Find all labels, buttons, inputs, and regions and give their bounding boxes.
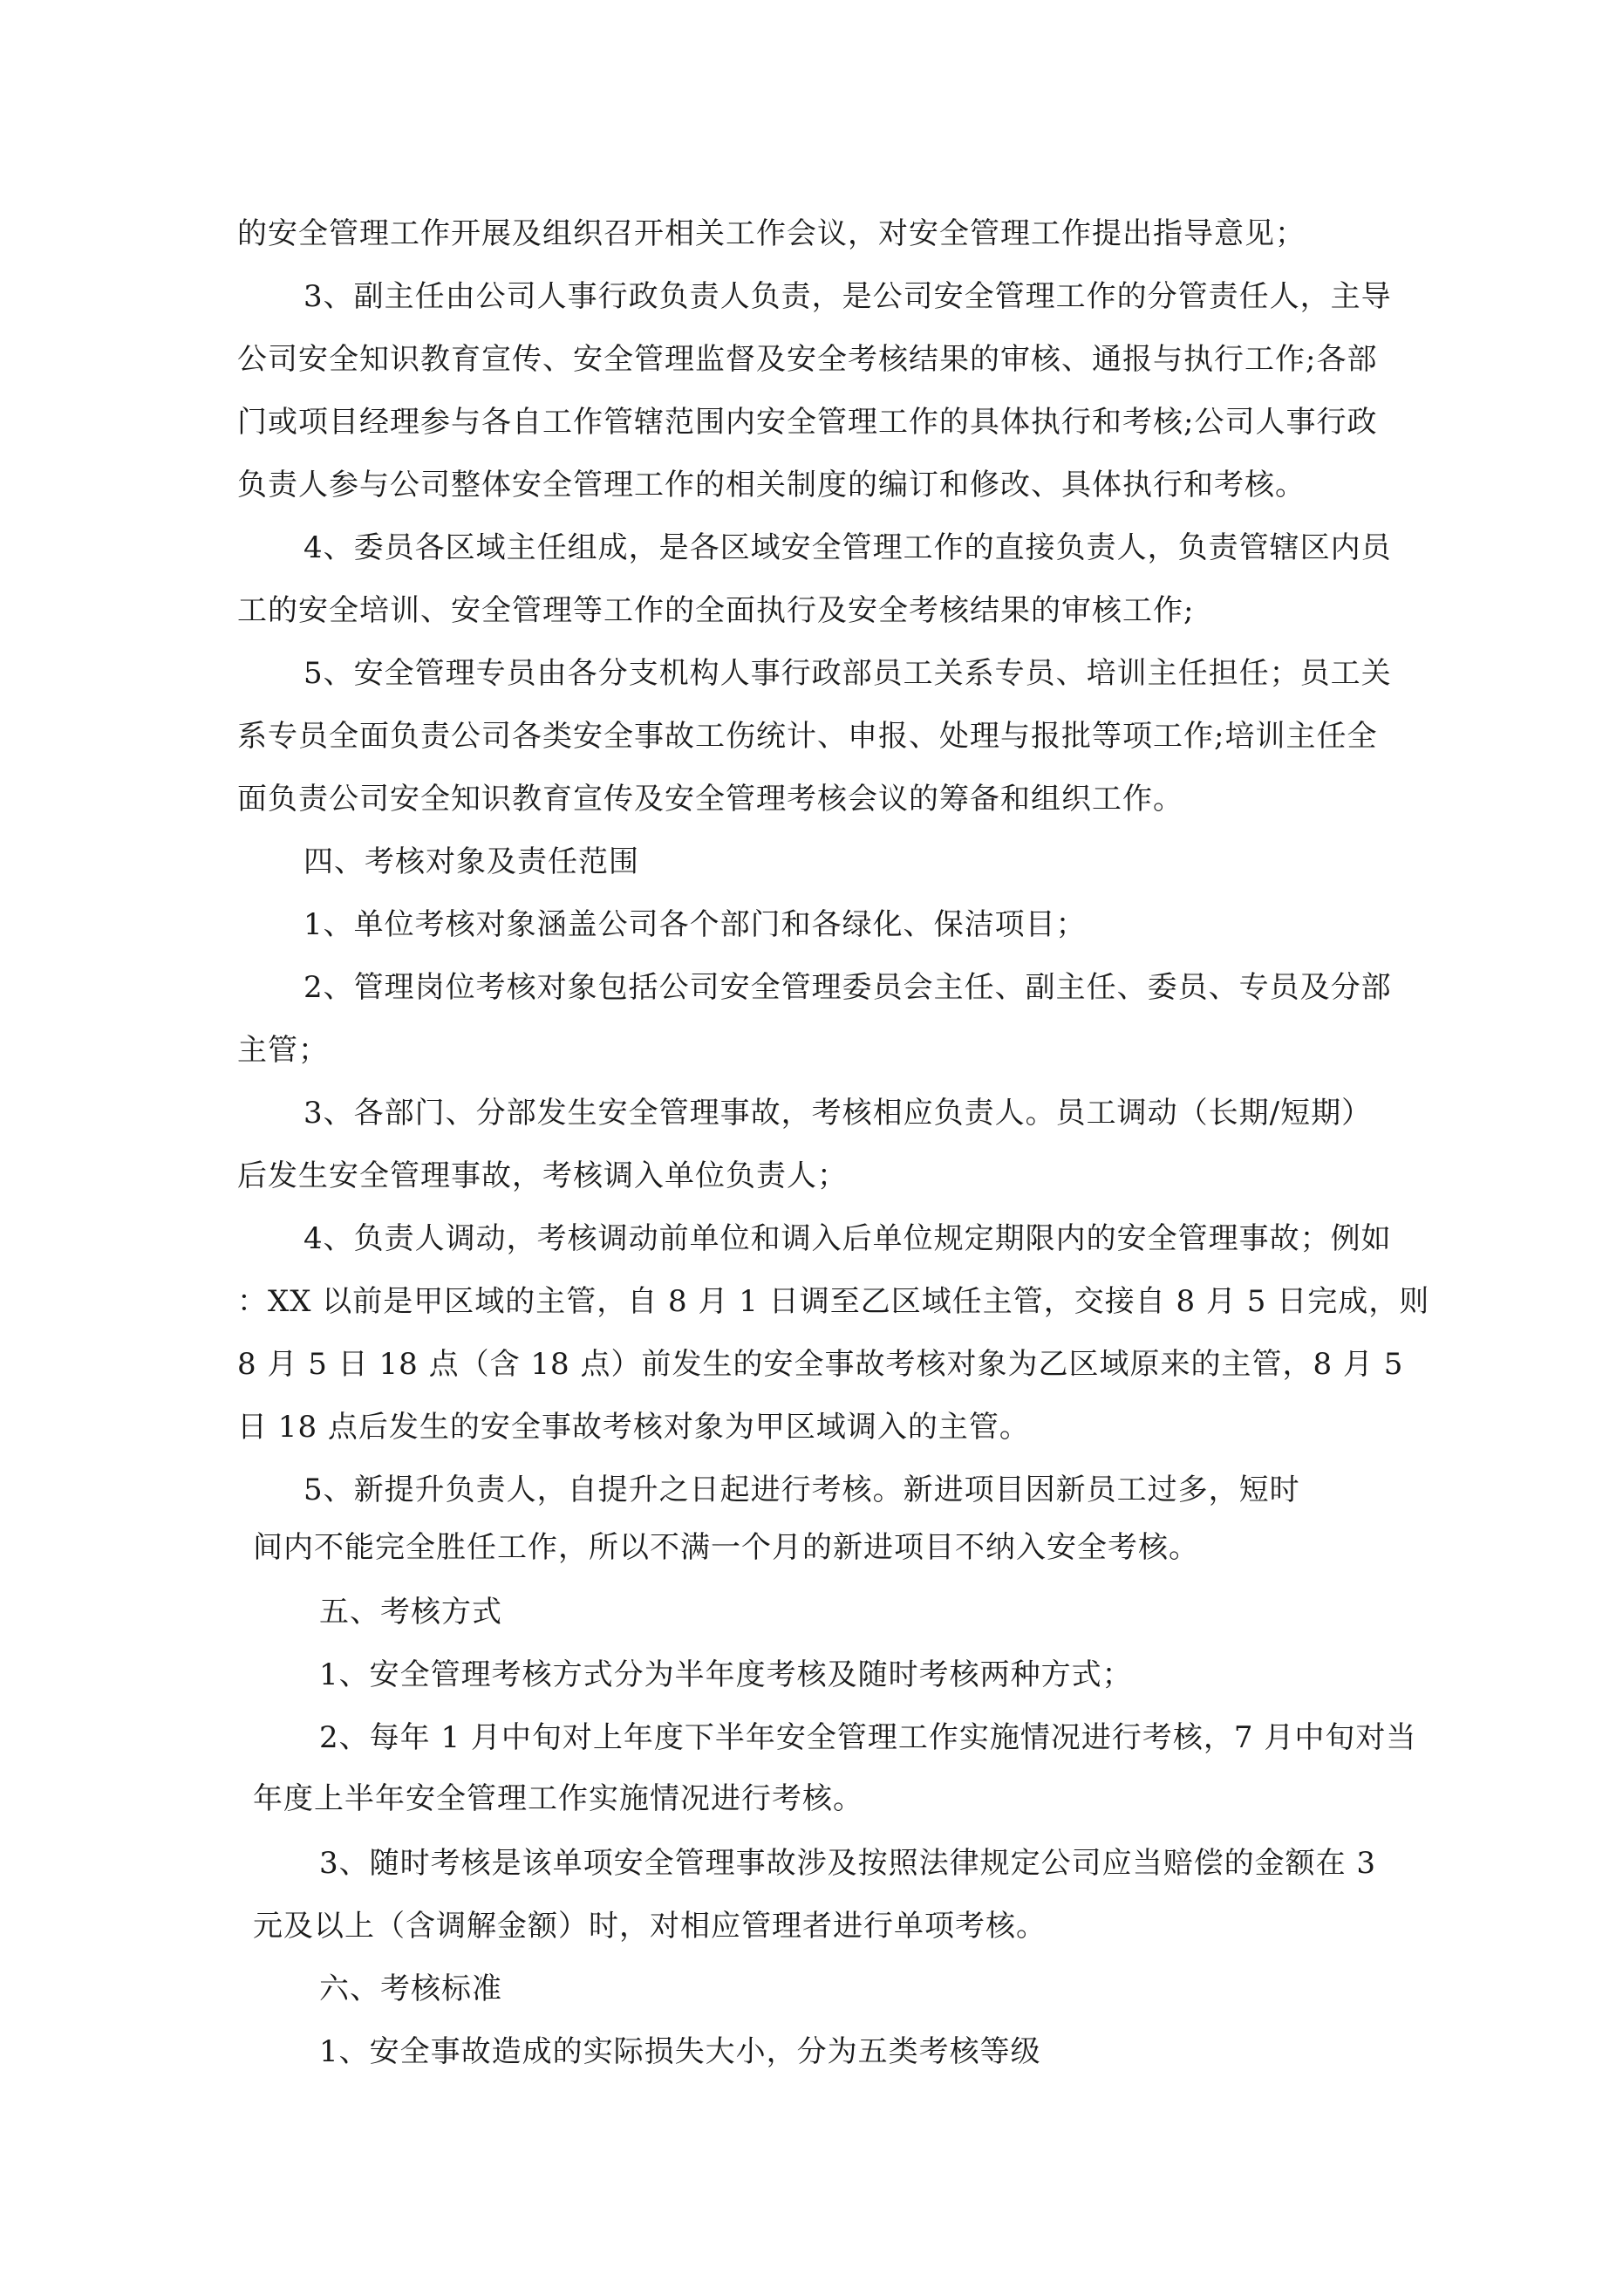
paragraph-line: 2、每年 1 月中旬对上年度下半年安全管理工作实施情况进行考核，7 月中旬对当 xyxy=(319,1720,1417,1755)
paragraph-line: 主管； xyxy=(237,1033,329,1068)
paragraph-line: 5、新提升负责人，自提升之日起进行考核。新进项目因新员工过多，短时 xyxy=(303,1473,1300,1507)
paragraph-line: 4、负责人调动，考核调动前单位和调入后单位规定期限内的安全管理事故；例如 xyxy=(303,1221,1392,1256)
paragraph-line: 5、安全管理专员由各分支机构人事行政部员工关系专员、培训主任担任；员工关 xyxy=(303,656,1392,691)
paragraph-line: 3、副主任由公司人事行政负责人负责，是公司安全管理工作的分管责任人，主导 xyxy=(303,279,1392,314)
paragraph-line: 日 18 点后发生的安全事故考核对象为甲区域调入的主管。 xyxy=(237,1410,1030,1445)
paragraph-line: 负责人参与公司整体安全管理工作的相关制度的编订和修改、具体执行和考核。 xyxy=(237,468,1306,502)
section-heading: 五、考核方式 xyxy=(319,1595,502,1630)
paragraph-line: 1、安全管理考核方式分为半年度考核及随时考核两种方式； xyxy=(319,1657,1133,1692)
paragraph-line: 的安全管理工作开展及组织召开相关工作会议，对安全管理工作提出指导意见； xyxy=(237,216,1306,251)
paragraph-line: 2、管理岗位考核对象包括公司安全管理委员会主任、副主任、委员、专员及分部 xyxy=(303,970,1392,1005)
paragraph-line: 后发生安全管理事故，考核调入单位负责人； xyxy=(237,1158,848,1193)
paragraph-line: 系专员全面负责公司各类安全事故工伤统计、申报、处理与报批等项工作;培训主任全 xyxy=(237,719,1378,754)
paragraph-line: 元及以上（含调解金额）时，对相应管理者进行单项考核。 xyxy=(253,1909,1047,1944)
paragraph-line: 工的安全培训、安全管理等工作的全面执行及安全考核结果的审核工作; xyxy=(237,593,1195,628)
paragraph-line: 3、各部门、分部发生安全管理事故，考核相应负责人。员工调动（长期/短期） xyxy=(303,1096,1373,1131)
paragraph-line: 8 月 5 日 18 点（含 18 点）前发生的安全事故考核对象为乙区域原来的主管，8 月 5 xyxy=(237,1347,1404,1382)
paragraph-line: 4、委员各区域主任组成，是各区域安全管理工作的直接负责人，负责管辖区内员 xyxy=(303,530,1392,565)
paragraph-line: 3、随时考核是该单项安全管理事故涉及按照法律规定公司应当赔偿的金额在 3 xyxy=(319,1846,1377,1881)
paragraph-line: 年度上半年安全管理工作实施情况进行考核。 xyxy=(253,1781,863,1816)
paragraph-line: 面负责公司安全知识教育宣传及安全管理考核会议的筹备和组织工作。 xyxy=(237,782,1183,817)
paragraph-line: 1、单位考核对象涵盖公司各个部门和各绿化、保洁项目； xyxy=(303,907,1087,942)
section-heading: 六、考核标准 xyxy=(319,1971,502,2006)
paragraph-line: 1、安全事故造成的实际损失大小，分为五类考核等级 xyxy=(319,2034,1041,2069)
paragraph-line: ：XX 以前是甲区域的主管，自 8 月 1 日调至乙区域任主管，交接自 8 月 5 日完成，则 xyxy=(237,1284,1430,1319)
paragraph-line: 公司安全知识教育宣传、安全管理监督及安全考核结果的审核、通报与执行工作;各部 xyxy=(237,342,1378,377)
paragraph-line: 间内不能完全胜任工作，所以不满一个月的新进项目不纳入安全考核。 xyxy=(253,1530,1199,1565)
section-heading: 四、考核对象及责任范围 xyxy=(303,844,639,879)
paragraph-line: 门或项目经理参与各自工作管辖范围内安全管理工作的具体执行和考核;公司人事行政 xyxy=(237,405,1378,440)
